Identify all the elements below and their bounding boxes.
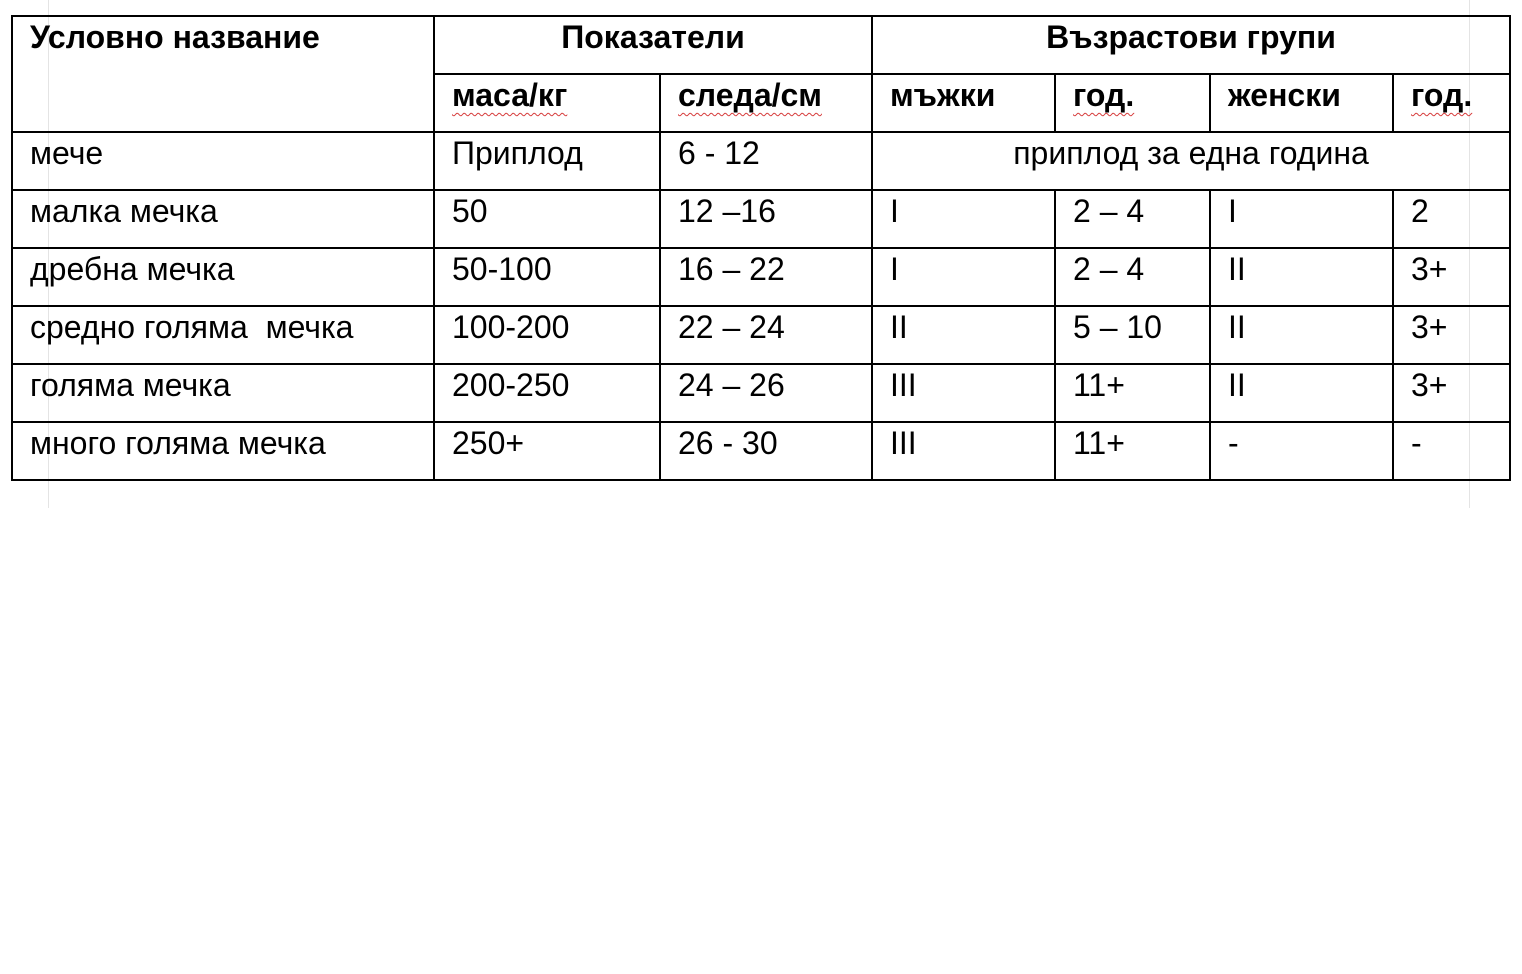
cell-mass: Приплод bbox=[434, 132, 660, 190]
cell-female-group: - bbox=[1210, 422, 1393, 480]
subheader-females: женски bbox=[1210, 74, 1393, 132]
header-name: Условно название bbox=[12, 16, 434, 132]
cell-name: дребна мечка bbox=[12, 248, 434, 306]
cell-male-group: I bbox=[872, 248, 1055, 306]
subheader-male-years-text: год. bbox=[1073, 77, 1135, 113]
cell-track: 22 – 24 bbox=[660, 306, 872, 364]
cell-name: мече bbox=[12, 132, 434, 190]
subheader-males: мъжки bbox=[872, 74, 1055, 132]
cell-female-years: 2 bbox=[1393, 190, 1510, 248]
cell-note: приплод за една година bbox=[872, 132, 1510, 190]
bear-classification-table bbox=[11, 15, 1511, 481]
cell-female-group: II bbox=[1210, 248, 1393, 306]
subheader-track-text: следа/см bbox=[678, 77, 822, 113]
cell-name: средно голяма мечка bbox=[12, 306, 434, 364]
cell-mass: 50-100 bbox=[434, 248, 660, 306]
cell-track: 6 - 12 bbox=[660, 132, 872, 190]
header-indicators: Показатели bbox=[434, 16, 872, 74]
cell-mass: 250+ bbox=[434, 422, 660, 480]
cell-female-group: II bbox=[1210, 364, 1393, 422]
table-row bbox=[12, 132, 1510, 190]
cell-name: голяма мечка bbox=[12, 364, 434, 422]
table-row bbox=[12, 190, 1510, 248]
subheader-female-years-text: год. bbox=[1411, 77, 1473, 113]
subheader-female-years bbox=[1393, 74, 1510, 132]
table-row bbox=[12, 248, 1510, 306]
cell-female-years: 3+ bbox=[1393, 306, 1510, 364]
cell-male-years: 11+ bbox=[1055, 422, 1210, 480]
cell-name: много голяма мечка bbox=[12, 422, 434, 480]
cell-female-group: I bbox=[1210, 190, 1393, 248]
cell-mass: 100-200 bbox=[434, 306, 660, 364]
header-row-1 bbox=[12, 16, 1510, 74]
subheader-male-years bbox=[1055, 74, 1210, 132]
cell-male-years: 5 – 10 bbox=[1055, 306, 1210, 364]
table-row bbox=[12, 306, 1510, 364]
cell-name: малка мечка bbox=[12, 190, 434, 248]
cell-mass: 50 bbox=[434, 190, 660, 248]
cell-male-group: III bbox=[872, 422, 1055, 480]
cell-female-years: 3+ bbox=[1393, 364, 1510, 422]
cell-mass: 200-250 bbox=[434, 364, 660, 422]
cell-male-years: 2 – 4 bbox=[1055, 190, 1210, 248]
cell-male-years: 2 – 4 bbox=[1055, 248, 1210, 306]
cell-track: 26 - 30 bbox=[660, 422, 872, 480]
cell-male-group: II bbox=[872, 306, 1055, 364]
header-age-groups: Възрастови групи bbox=[872, 16, 1510, 74]
table-row bbox=[12, 364, 1510, 422]
subheader-track bbox=[660, 74, 872, 132]
table-row bbox=[12, 422, 1510, 480]
cell-female-group: II bbox=[1210, 306, 1393, 364]
cell-track: 24 – 26 bbox=[660, 364, 872, 422]
subheader-mass bbox=[434, 74, 660, 132]
cell-male-years: 11+ bbox=[1055, 364, 1210, 422]
cell-female-years: 3+ bbox=[1393, 248, 1510, 306]
cell-male-group: III bbox=[872, 364, 1055, 422]
subheader-mass-text: маса/кг bbox=[452, 77, 568, 113]
cell-track: 16 – 22 bbox=[660, 248, 872, 306]
cell-male-group: I bbox=[872, 190, 1055, 248]
cell-female-years: - bbox=[1393, 422, 1510, 480]
cell-track: 12 –16 bbox=[660, 190, 872, 248]
